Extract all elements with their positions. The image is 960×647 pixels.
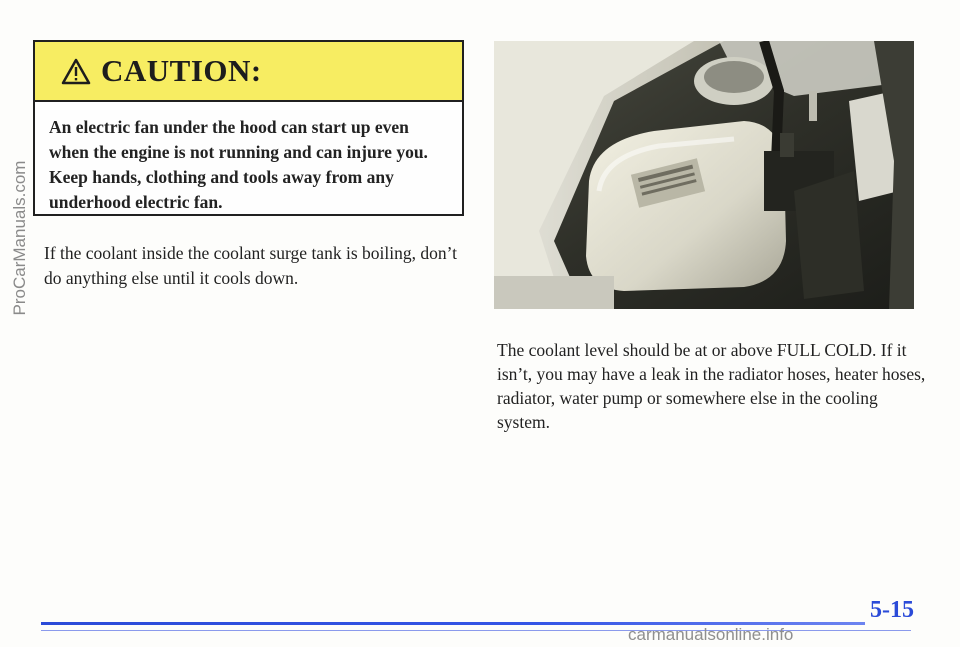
page-number: 5-15 bbox=[870, 597, 914, 623]
caution-box bbox=[33, 40, 464, 216]
side-watermark-text: ProCarManuals.com bbox=[10, 160, 29, 316]
engine-compartment-photo bbox=[494, 41, 914, 309]
warning-triangle-icon bbox=[61, 58, 91, 85]
caution-title: CAUTION: bbox=[101, 53, 262, 88]
engine-photo-illustration bbox=[494, 41, 914, 309]
coolant-level-paragraph: The coolant level should be at or above FULL COLD. If it isn’t, you may have a leak in the radiator hoses, heater hoses, radiator, water pump or somewhere else in the cooling system. bbox=[497, 340, 926, 432]
bottom-watermark: carmanualsonline.info bbox=[628, 625, 794, 644]
caution-header bbox=[35, 42, 462, 102]
caution-text: An electric fan under the hood can start up even when the engine is not running and can injure you. Keep hands, clothing and tools away from any underhood electric fan. bbox=[49, 117, 428, 212]
coolant-boiling-paragraph: If the coolant inside the coolant surge tank is boiling, don’t do anything else until it cools down. bbox=[44, 243, 457, 288]
